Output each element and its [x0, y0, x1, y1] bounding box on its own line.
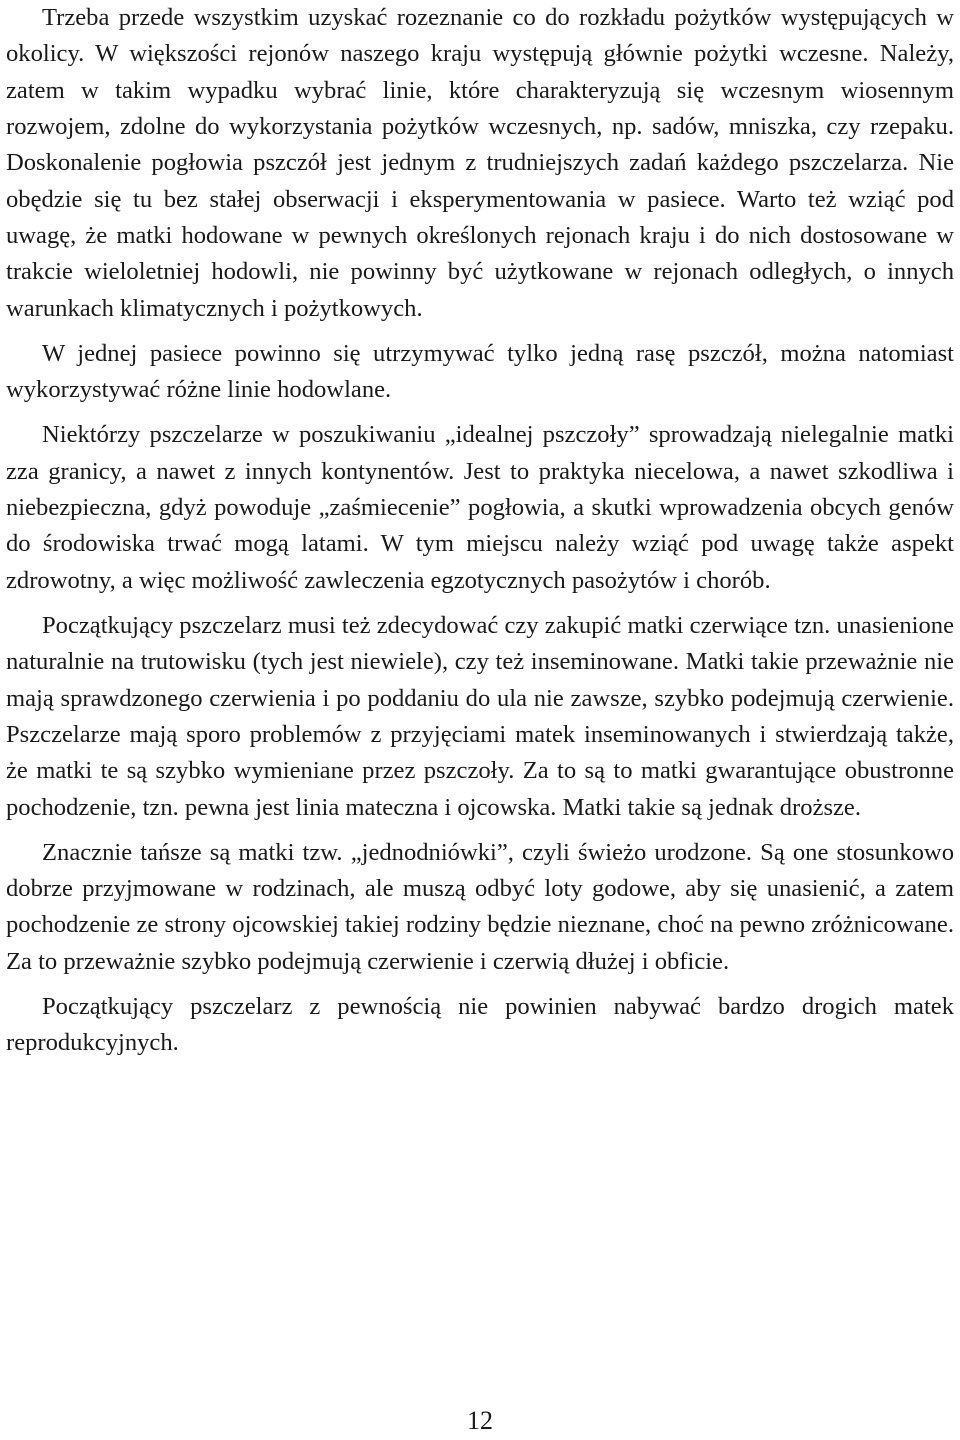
page-number: 12: [467, 1406, 493, 1435]
paragraph-5: Znacznie tańsze są matki tzw. „jednodniówki”, czyli świeżo urodzone. Są one stosunkowo dobrze przyjmowane w rodzinach, ale muszą odbyć loty godowe, aby się unasienić, a zatem pochodzenie ze strony ojcowskiej takiej rodziny będzie nieznane, choć na pewno zróżnicowane. Za to przeważnie szybko podejmują czerwienie i czerwią dłużej i obficie.: [6, 838, 954, 975]
paragraph-2: W jednej pasiece powinno się utrzymywać tylko jedną rasę pszczół, można natomiast wykorzystywać różne linie hodowlane.: [6, 339, 954, 404]
paragraph-4: Początkujący pszczelarz musi też zdecydować czy zakupić matki czerwiące tzn. unasienione naturalnie na trutowisku (tych jest niewiele), czy też inseminowane. Matki takie przeważnie nie mają sprawdzonego czerwienia i po poddaniu do ula nie zawsze, szybko podejmują czerwienie. Pszczelarze mają sporo problemów z przyjęciami matek inseminowanych i stwierdzają także, że matki te są szybko wymieniane przez pszczoły. Za to są to matki gwarantujące obustronne pochodzenie, tzn. pewna jest linia mateczna i ojcowska. Matki takie są jednak droższe.: [6, 611, 954, 821]
paragraph-1: Trzeba przede wszystkim uzyskać rozeznanie co do rozkładu pożytków występujących w okolicy. W większości rejonów naszego kraju występują głównie pożytki wczesne. Należy, zatem w takim wypadku wybrać linie, które charakteryzują się wczesnym wiosennym rozwojem, zdolne do wykorzystania pożytków wczesnych, np. sadów, mniszka, czy rzepaku. Doskonalenie pogłowia pszczół jest jednym z trudniejszych zadań każdego pszczelarza. Nie obędzie się tu bez stałej obserwacji i eksperymentowania w pasiece. Warto też wziąć pod uwagę, że matki hodowane w pewnych określonych rejonach kraju i do nich dostosowane w trakcie wieloletniej hodowli, nie powinny być użytkowane w rejonach odległych, o innych warunkach klimatycznych i pożytkowych.: [6, 4, 954, 322]
body-text: [6, 0, 954, 1070]
paragraph-6: Początkujący pszczelarz z pewnością nie powinien nabywać bardzo drogich matek reprodukcyjnych.: [6, 992, 954, 1057]
paragraph-3: Niektórzy pszczelarze w poszukiwaniu „idealnej pszczoły” sprowadzają nielegalnie matki zza granicy, a nawet z innych kontynentów. Jest to praktyka niecelowa, a nawet szkodliwa i niebezpieczna, gdyż powoduje „zaśmiecenie” pogłowia, a skutki wprowadzenia obcych genów do środowiska trwać mogą latami. W tym miejscu należy wziąć pod uwagę także aspekt zdrowotny, a więc możliwość zawleczenia egzotycznych pasożytów i chorób.: [6, 421, 954, 594]
